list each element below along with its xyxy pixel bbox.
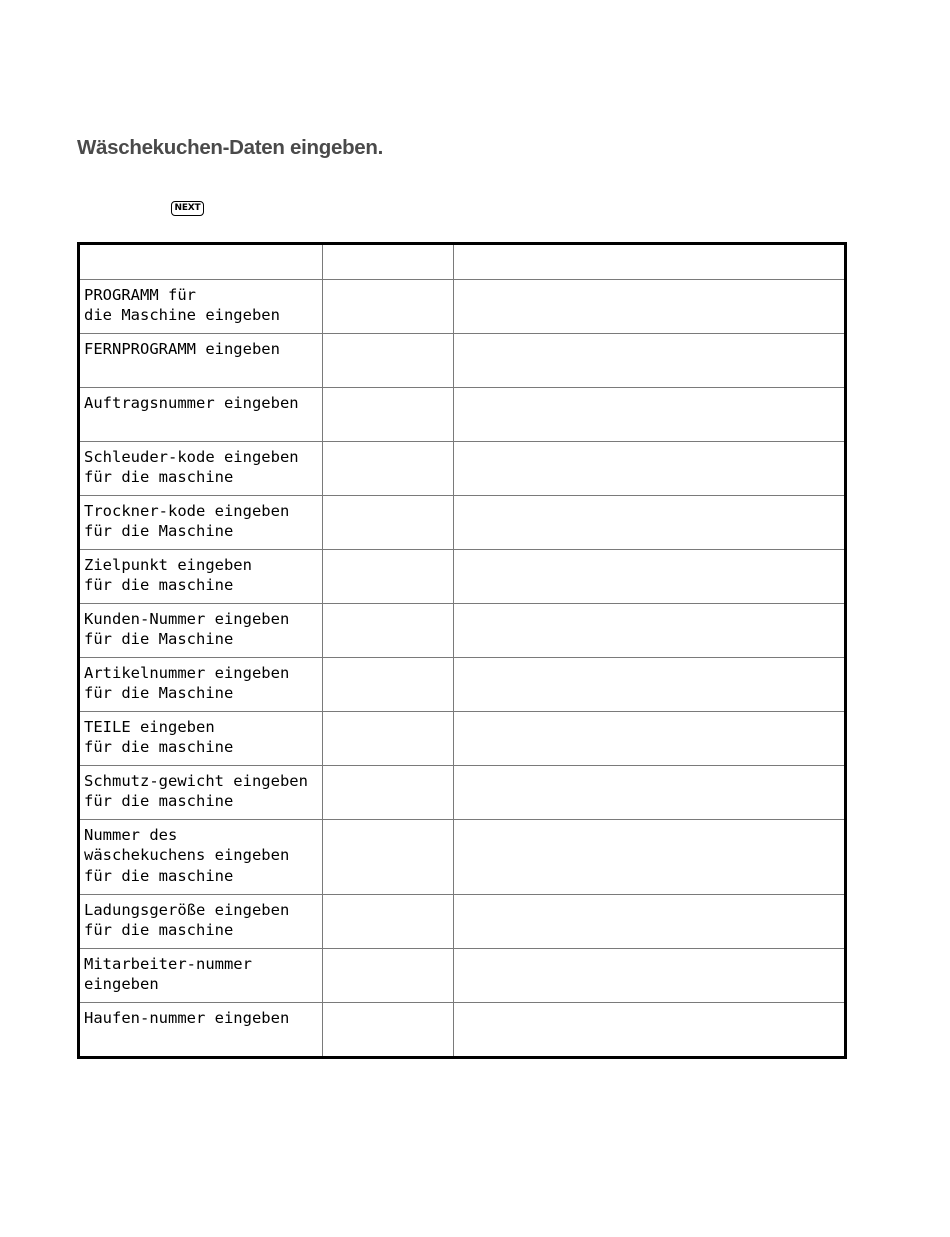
table-row [79, 334, 846, 388]
row-label: Trockner-kode eingeben für die Maschine [79, 496, 323, 550]
row-value [323, 442, 454, 496]
row-value [323, 334, 454, 388]
row-note [454, 280, 846, 334]
row-note [454, 1003, 846, 1058]
header-cell [323, 244, 454, 280]
table-row [79, 604, 846, 658]
table-row [79, 712, 846, 766]
table-row [79, 442, 846, 496]
table-header-row [79, 244, 846, 280]
row-note [454, 766, 846, 820]
table-row [79, 895, 846, 949]
table-row [79, 496, 846, 550]
header-cell [454, 244, 846, 280]
row-value [323, 604, 454, 658]
row-label: FERNPROGRAMM eingeben [79, 334, 323, 388]
row-note [454, 658, 846, 712]
row-value [323, 1003, 454, 1058]
data-entry-table [77, 242, 847, 1059]
row-label: Schleuder-kode eingeben für die maschine [79, 442, 323, 496]
row-note [454, 949, 846, 1003]
row-note [454, 496, 846, 550]
row-note [454, 388, 846, 442]
row-label: PROGRAMM für die Maschine eingeben [79, 280, 323, 334]
table-row [79, 388, 846, 442]
row-note [454, 820, 846, 895]
row-note [454, 895, 846, 949]
row-value [323, 895, 454, 949]
table-row [79, 550, 846, 604]
row-value [323, 280, 454, 334]
row-value [323, 949, 454, 1003]
row-value [323, 496, 454, 550]
table-row [79, 766, 846, 820]
row-value [323, 658, 454, 712]
table-row [79, 280, 846, 334]
row-label: Haufen-nummer eingeben [79, 1003, 323, 1058]
row-label: Kunden-Nummer eingeben für die Maschine [79, 604, 323, 658]
row-note [454, 604, 846, 658]
row-value [323, 550, 454, 604]
row-value [323, 820, 454, 895]
page-title: Wäschekuchen-Daten eingeben. [77, 136, 384, 159]
header-cell [79, 244, 323, 280]
table-row [79, 1003, 846, 1058]
table-row [79, 820, 846, 895]
table-row [79, 658, 846, 712]
row-label: Zielpunkt eingeben für die maschine [79, 550, 323, 604]
row-label: Auftragsnummer eingeben [79, 388, 323, 442]
row-label: Nummer des wäschekuchens eingeben für die maschine [79, 820, 323, 895]
row-note [454, 442, 846, 496]
row-note [454, 550, 846, 604]
table-row [79, 949, 846, 1003]
row-note [454, 712, 846, 766]
row-label: Schmutz-gewicht eingeben für die maschine [79, 766, 323, 820]
row-label: Artikelnummer eingeben für die Maschine [79, 658, 323, 712]
next-key-icon: NEXT [171, 201, 204, 216]
row-value [323, 388, 454, 442]
row-value [323, 712, 454, 766]
row-value [323, 766, 454, 820]
row-label: TEILE eingeben für die maschine [79, 712, 323, 766]
row-note [454, 334, 846, 388]
row-label: Mitarbeiter-nummer eingeben [79, 949, 323, 1003]
row-label: Ladungsgeröße eingeben für die maschine [79, 895, 323, 949]
